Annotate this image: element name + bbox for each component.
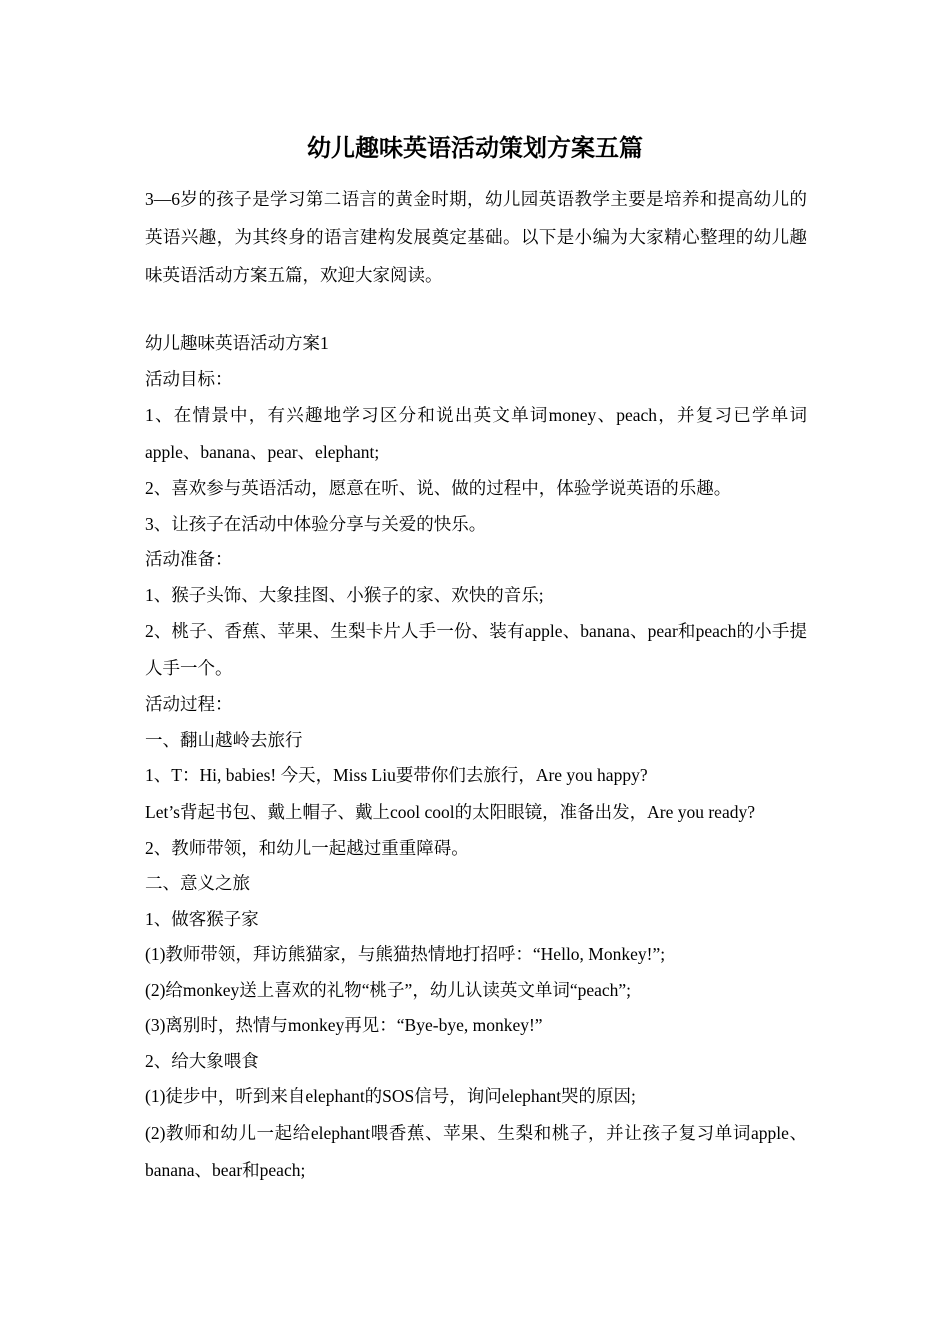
paragraph: 2、桃子、香蕉、苹果、生梨卡片人手一份、装有apple、banana、pear和peach的小手提人手一个。 xyxy=(145,621,807,678)
subheading: 活动准备： xyxy=(145,549,233,569)
paragraph: 2、给大象喂食 xyxy=(145,1050,259,1071)
paragraph: (2)给monkey送上喜欢的礼物“桃子”，幼儿认读英文单词“peach”; xyxy=(145,979,632,1000)
subheading: 活动过程： xyxy=(145,694,233,714)
paragraph: (1)教师带领，拜访熊猫家，与熊猫热情地打招呼：“Hello, Monkey!”; xyxy=(145,944,666,964)
paragraph: 3、让孩子在活动中体验分享与关爱的快乐。 xyxy=(145,513,487,534)
paragraph: (1)徒步中，听到来自elephant的SOS信号，询问elephant哭的原因; xyxy=(145,1086,636,1106)
paragraph: Let’s背起书包、戴上帽子、戴上cool cool的太阳眼镜，准备出发，Are you ready? xyxy=(145,801,755,822)
paragraph: 2、喜欢参与英语活动，愿意在听、说、做的过程中，体验学说英语的乐趣。 xyxy=(145,478,732,498)
document-body xyxy=(145,326,807,1189)
subheading: 活动目标： xyxy=(145,368,233,389)
paragraph: 一、翻山越岭去旅行 xyxy=(145,729,303,750)
paragraph: 1、在情景中，有兴趣地学习区分和说出英文单词money、peach，并复习已学单词apple、banana、pear、elephant; xyxy=(145,405,807,462)
paragraph: 1、做客猴子家 xyxy=(145,908,259,929)
intro-paragraph: 3—6岁的孩子是学习第二语言的黄金时期，幼儿园英语教学主要是培养和提高幼儿的英语兴趣，为其终身的语言建构发展奠定基础。以下是小编为大家精心整理的幼儿趣味英语活动方案五篇，欢迎大家阅读。 xyxy=(145,189,807,285)
paragraph: (3)离别时，热情与monkey再见：“Bye-bye, monkey!” xyxy=(145,1015,543,1035)
document-title: 幼儿趣味英语活动策划方案五篇 xyxy=(307,136,643,162)
paragraph: (2)教师和幼儿一起给elephant喂香蕉、苹果、生梨和桃子，并让孩子复习单词apple、banana、bear和peach; xyxy=(145,1122,807,1180)
paragraph: 1、T：Hi, babies! 今天，Miss Liu要带你们去旅行，Are you happy? xyxy=(145,765,648,785)
paragraph: 2、教师带领，和幼儿一起越过重重障碍。 xyxy=(145,837,469,858)
paragraph: 1、猴子头饰、大象挂图、小猴子的家、欢快的音乐; xyxy=(145,584,544,605)
section-heading: 幼儿趣味英语活动方案1 xyxy=(145,333,329,353)
paragraph: 二、意义之旅 xyxy=(145,873,250,893)
